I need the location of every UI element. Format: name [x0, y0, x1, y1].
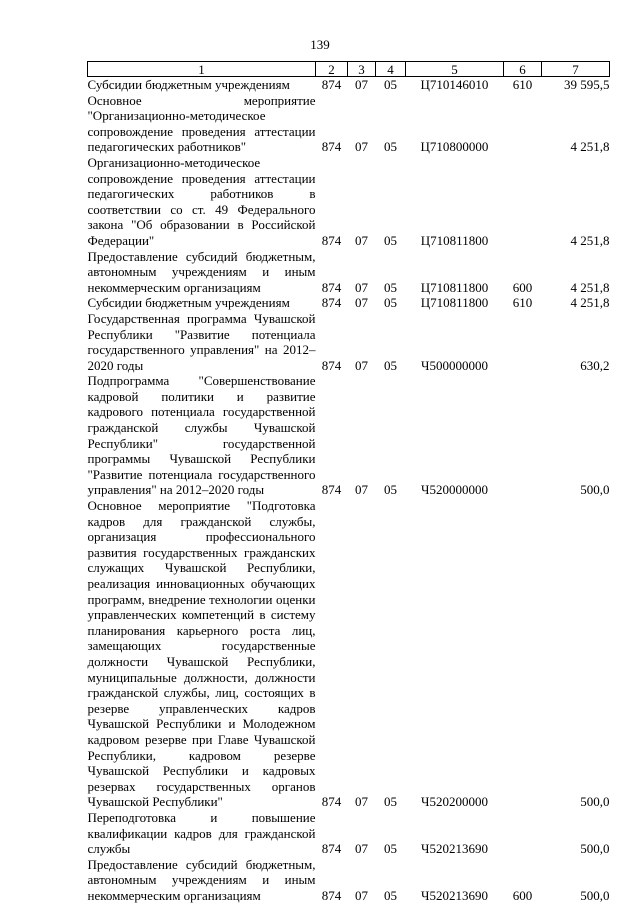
- header-col-6: 6: [504, 62, 542, 77]
- cell-name: Субсидии бюджетным учреждениям: [87, 295, 290, 311]
- cell-csr: Ч520000000: [421, 482, 488, 498]
- cell-gr: 874: [321, 139, 342, 155]
- cell-name: Государственная программа Чувашской Республики "Развитие потенциала государственного управления" на 2012–2020 годы: [87, 310, 316, 373]
- header-col-7: 7: [542, 62, 610, 77]
- cell-csr: Ц710146010: [420, 77, 489, 92]
- cell-vr: [504, 155, 542, 249]
- cell-name: Организационно-методическое сопровождение проведения аттестации педагогических работников в соответствии со ст. 49 Федерального закона "Об образовании в Российской Федерации": [87, 154, 316, 248]
- cell-rz: 07: [355, 295, 368, 311]
- cell-gr: 874: [321, 279, 342, 295]
- cell-rz: 07: [355, 794, 368, 810]
- cell-csr: Ч500000000: [421, 357, 488, 373]
- table-row: [88, 93, 610, 155]
- header-col-5: 5: [406, 62, 504, 77]
- cell-pr: 05: [384, 279, 397, 295]
- cell-vr: [504, 810, 542, 857]
- budget-table: [87, 61, 610, 903]
- cell-pr: 05: [384, 887, 397, 903]
- cell-name: Субсидии бюджетным учреждениям: [87, 77, 290, 92]
- header-col-2: 2: [316, 62, 348, 77]
- cell-vr: [504, 311, 542, 373]
- cell-rz: 07: [355, 279, 368, 295]
- cell-pr: 05: [384, 841, 397, 857]
- cell-pr: 05: [384, 295, 397, 311]
- cell-sum: 4 251,8: [570, 139, 610, 155]
- table-row: [88, 77, 610, 93]
- cell-name: Предоставление субсидий бюджетным, автономным учреждениям и иным некоммерческим организациям: [87, 856, 316, 903]
- cell-rz: 07: [355, 357, 368, 373]
- cell-rz: 07: [355, 232, 368, 248]
- cell-gr: 874: [321, 77, 342, 92]
- table-row: [88, 155, 610, 249]
- cell-name: Основное мероприятие "Подготовка кадров для гражданской службы, организация профессионального развития государственных гражданских служащих Чувашской Республики, реализация инновационных обучающих программ, внедрение технологии оценки управленческих компетенций в систему планирования карьерного роста лиц, замещающих государственные должности Чувашской Республики, муниципальные должности, должности гражданской службы, лиц, состоящих в резерве управленческих кадров Чувашской Республики и Молодежном кадровом резерве при Главе Чувашской Республики, кадровом резерве Чувашской Республики и кадровых резервах государственных органов Чувашской Республики": [87, 498, 316, 810]
- cell-pr: 05: [384, 482, 397, 498]
- cell-csr: Ч520200000: [421, 794, 488, 810]
- cell-vr: [504, 93, 542, 155]
- cell-pr: 05: [384, 357, 397, 373]
- cell-sum: 4 251,8: [570, 279, 610, 295]
- cell-sum: 4 251,8: [570, 295, 610, 311]
- table-row: [88, 498, 610, 810]
- cell-csr: Ц710811800: [420, 295, 489, 311]
- cell-sum: 500,0: [580, 794, 610, 810]
- cell-sum: 39 595,5: [564, 77, 610, 92]
- cell-vr: [504, 373, 542, 498]
- table-row: [88, 373, 610, 498]
- cell-sum: 4 251,8: [570, 232, 610, 248]
- cell-vr: [504, 498, 542, 810]
- cell-name: Предоставление субсидий бюджетным, автономным учреждениям и иным некоммерческим организациям: [87, 248, 316, 295]
- cell-sum: 500,0: [580, 887, 610, 903]
- table-header-row: [88, 62, 610, 77]
- cell-sum: 630,2: [580, 357, 610, 373]
- cell-name: Основное мероприятие "Организационно-методическое сопровождение проведения аттестации педагогических работников": [87, 92, 316, 155]
- cell-pr: 05: [384, 77, 397, 92]
- table-row: [88, 810, 610, 857]
- cell-rz: 07: [355, 139, 368, 155]
- cell-gr: 874: [321, 357, 342, 373]
- cell-sum: 500,0: [580, 482, 610, 498]
- cell-vr: 610: [512, 295, 533, 311]
- cell-rz: 07: [355, 887, 368, 903]
- cell-pr: 05: [384, 139, 397, 155]
- header-col-4: 4: [376, 62, 406, 77]
- table-row: [88, 857, 610, 904]
- cell-pr: 05: [384, 232, 397, 248]
- header-col-1: 1: [88, 62, 316, 77]
- cell-name: Подпрограмма "Совершенствование кадровой политики и развитие кадрового потенциала государственной гражданской службы Чувашской Республики" государственной программы Чувашской Республики "Развитие потенциала государственного управления" на 2012–2020 годы: [87, 373, 316, 498]
- cell-name: Переподготовка и повышение квалификации кадров для гражданской службы: [87, 809, 316, 857]
- table-row: [88, 311, 610, 373]
- cell-vr: 600: [512, 279, 533, 295]
- cell-gr: 874: [321, 794, 342, 810]
- cell-vr: 610: [512, 77, 533, 92]
- cell-gr: 874: [321, 295, 342, 311]
- cell-rz: 07: [355, 77, 368, 92]
- cell-csr: Ч520213690: [421, 841, 488, 857]
- table-row: [88, 295, 610, 311]
- cell-vr: 600: [512, 887, 533, 903]
- cell-gr: 874: [321, 841, 342, 857]
- cell-csr: Ц710811800: [420, 279, 489, 295]
- cell-gr: 874: [321, 887, 342, 903]
- page-number: 139: [310, 37, 330, 52]
- cell-rz: 07: [355, 841, 368, 857]
- cell-gr: 874: [321, 232, 342, 248]
- table-row: [88, 249, 610, 296]
- cell-gr: 874: [321, 482, 342, 498]
- cell-sum: 500,0: [580, 841, 610, 857]
- cell-csr: Ч520213690: [421, 887, 488, 903]
- header-col-3: 3: [348, 62, 376, 77]
- cell-pr: 05: [384, 794, 397, 810]
- cell-csr: Ц710800000: [420, 139, 489, 155]
- cell-rz: 07: [355, 482, 368, 498]
- cell-csr: Ц710811800: [420, 232, 489, 248]
